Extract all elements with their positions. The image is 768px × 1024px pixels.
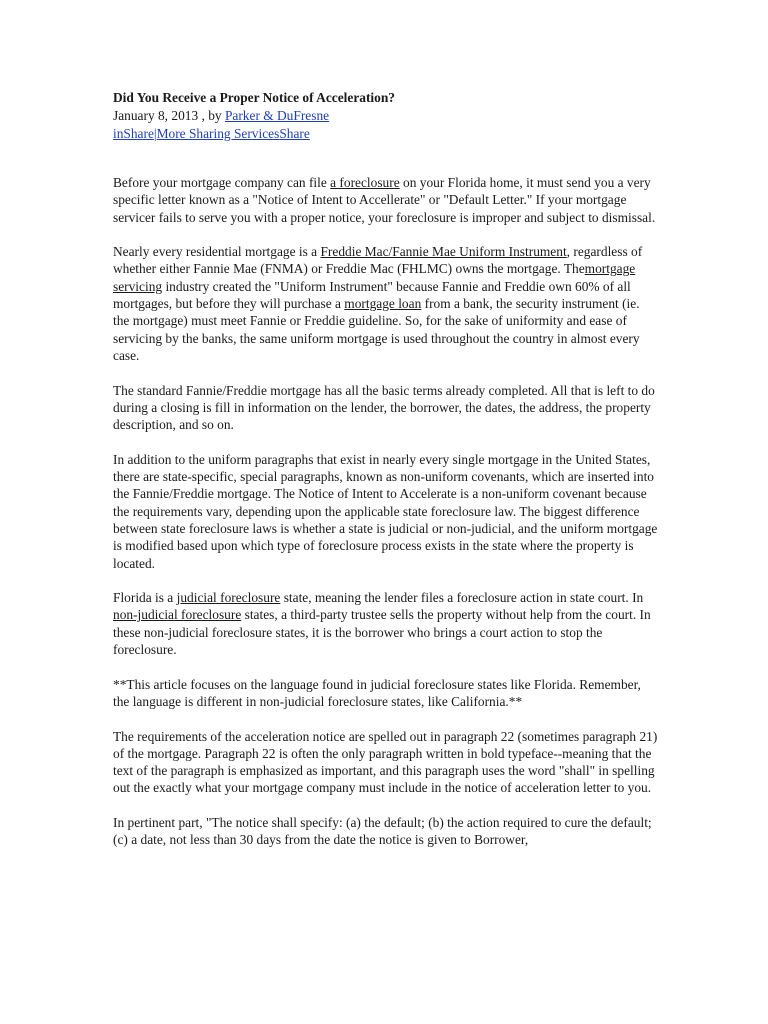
paragraph-1 — [113, 174, 658, 226]
byline-separator: , by — [198, 108, 225, 123]
share-link[interactable]: Share — [279, 126, 310, 141]
inshare-link[interactable]: inShare — [113, 126, 154, 141]
article-date: January 8, 2013 — [113, 108, 199, 123]
paragraph-6: **This article focuses on the language found in judicial foreclosure states like Florida. Remember, the language is different in non-judicial foreclosure states, like California.** — [113, 676, 641, 709]
paragraph-2 — [113, 243, 658, 364]
article-title: Did You Receive a Proper Notice of Acceleration? — [113, 90, 395, 105]
paragraph-3: The standard Fannie/Freddie mortgage has all the basic terms already completed. All that is left to do during a closing is fill in information on the lender, the borrower, the dates, the address, the property description, and so on. — [113, 382, 655, 433]
p2-text-a: Nearly every residential mortgage is a — [113, 244, 321, 260]
share-bar — [113, 125, 658, 143]
judicial-foreclosure-link[interactable]: judicial foreclosure — [176, 590, 281, 606]
article — [113, 89, 658, 866]
author-link[interactable]: Parker & DuFresne — [224, 108, 330, 123]
p1-text-a: Before your mortgage company can file — [113, 175, 331, 190]
p2-text-d: from a bank, the security instrument (ie. the mortgage) must meet Fannie or Freddie guideline. So, for the sake of uniformity and ease of servicing by the banks, the same uniform mortgage is used throughout the country in almost every case. — [113, 296, 640, 363]
more-sharing-link[interactable]: More Sharing Services — [156, 126, 280, 141]
foreclosure-link[interactable]: a foreclosure — [330, 175, 400, 190]
share-divider: | — [153, 126, 157, 141]
paragraph-5 — [113, 589, 658, 658]
non-judicial-foreclosure-link[interactable]: non-judicial foreclosure — [113, 607, 242, 623]
p1-text-b: on your Florida home, it must send you a very specific letter known as a "Notice of Intent to Accellerate" or "Default Letter." If your mortgage servicer fails to serve you with a proper notice, your foreclosure is improper and subject to dismissal. — [113, 175, 656, 225]
mortgage-loan-link[interactable]: mortgage loan — [344, 296, 422, 312]
p5-text-b: state, meaning the lender files a foreclosure action in state court. In — [280, 590, 644, 606]
paragraph-7: The requirements of the acceleration notice are spelled out in paragraph 22 (sometimes paragraph 21) of the mortgage. Paragraph 22 is often the only paragraph written in bold typeface--meaning that the text of the paragraph is emphasized as important, and this paragraph uses the word "shall" in spelling out the exactly what your mortgage company must include in the notice of acceleration letter to you. — [113, 728, 658, 796]
paragraph-8: In pertinent part, "The notice shall specify: (a) the default; (b) the action required to cure the default; (c) a date, not less than 30 days from the date the notice is given to Borrower, — [113, 814, 652, 848]
p5-text-a: Florida is a — [113, 590, 177, 606]
p2-text-c: industry created the "Uniform Instrument" because Fannie and Freddie own 60% of all mortgages, but before they will purchase a — [113, 278, 631, 312]
p5-text-c: states, a third-party trustee sells the property without help from the court. In these non-judicial foreclosure states, it is the borrower who brings a court action to stop the foreclosure. — [113, 607, 651, 658]
paragraph-4: In addition to the uniform paragraphs that exist in nearly every single mortgage in the United States, there are state-specific, special paragraphs, known as non-uniform covenants, which are inserted into the Fannie/Freddie mortgage. The Notice of Intent to Accelerate is a non-uniform covenant because the requirements vary, depending upon the applicable state foreclosure law. The biggest difference between state foreclosure laws is whether a state is judicial or non-judicial, and the uniform mortgage is modified based upon which type of foreclosure process exists in the state where the property is located. — [113, 451, 658, 571]
article-byline — [113, 107, 658, 125]
mortgage-servicing-link[interactable]: mortgage servicing — [113, 261, 636, 294]
uniform-instrument-link[interactable]: Freddie Mac/Fannie Mae Uniform Instrument — [320, 244, 567, 260]
p2-text-b: , regardless of whether either Fannie Mae (FNMA) or Freddie Mac (FHLMC) owns the mortgage. The — [113, 244, 643, 277]
